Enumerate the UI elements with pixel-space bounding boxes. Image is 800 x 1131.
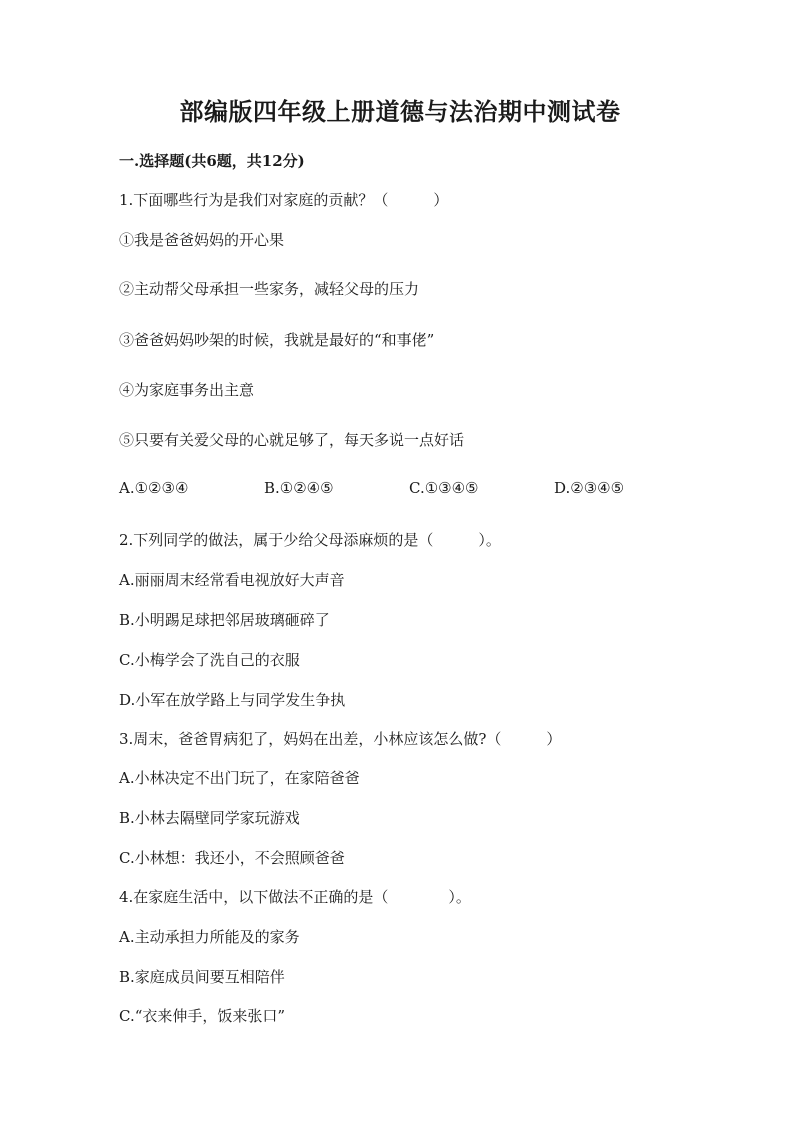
question-1-item: ⑤只要有关爱父母的心就足够了，每天多说一点好话: [119, 431, 465, 449]
question-1-item: ③爸爸妈妈吵架的时候，我就是最好的“和事佬”: [119, 331, 435, 349]
question-3-option-b: B.小林去隔壁同学家玩游戏: [119, 809, 300, 827]
question-4-stem: 4.在家庭生活中，以下做法不正确的是（ ）。: [119, 888, 471, 906]
question-3-stem: 3.周末，爸爸胃病犯了，妈妈在出差，小林应该怎么做?（ ）: [119, 730, 562, 748]
question-1-item: ④为家庭事务出主意: [119, 381, 255, 399]
question-4-option-b: B.家庭成员间要互相陪伴: [119, 968, 285, 986]
question-2-option-b: B.小明踢足球把邻居玻璃砸碎了: [119, 611, 330, 629]
question-2-option-c: C.小梅学会了洗自己的衣服: [119, 651, 300, 669]
question-2-option-d: D.小军在放学路上与同学发生争执: [119, 691, 346, 709]
question-1-option-c: C.①③④⑤: [409, 479, 479, 497]
question-4-option-a: A.主动承担力所能及的家务: [119, 928, 300, 946]
question-2-option-a: A.丽丽周末经常看电视放好大声音: [119, 571, 345, 589]
question-4-option-c: C.“衣来伸手，饭来张口”: [119, 1007, 286, 1025]
question-1-option-a: A.①②③④: [119, 479, 189, 497]
question-1-item: ②主动帮父母承担一些家务，减轻父母的压力: [119, 280, 420, 298]
page-title: 部编版四年级上册道德与法治期中测试卷: [179, 97, 621, 126]
question-1-item: ①我是爸爸妈妈的开心果: [119, 231, 285, 249]
question-1-option-b: B.①②④⑤: [264, 479, 334, 497]
question-2-stem: 2.下列同学的做法，属于少给父母添麻烦的是（ ）。: [119, 531, 501, 549]
question-1-option-d: D.②③④⑤: [554, 479, 625, 497]
question-1-stem: 1.下面哪些行为是我们对家庭的贡献？（ ）: [119, 191, 449, 209]
question-3-option-c: C.小林想：我还小，不会照顾爸爸: [119, 849, 345, 867]
section-heading: 一.选择题(共6题，共12分): [119, 152, 305, 170]
question-3-option-a: A.小林决定不出门玩了，在家陪爸爸: [119, 769, 360, 787]
